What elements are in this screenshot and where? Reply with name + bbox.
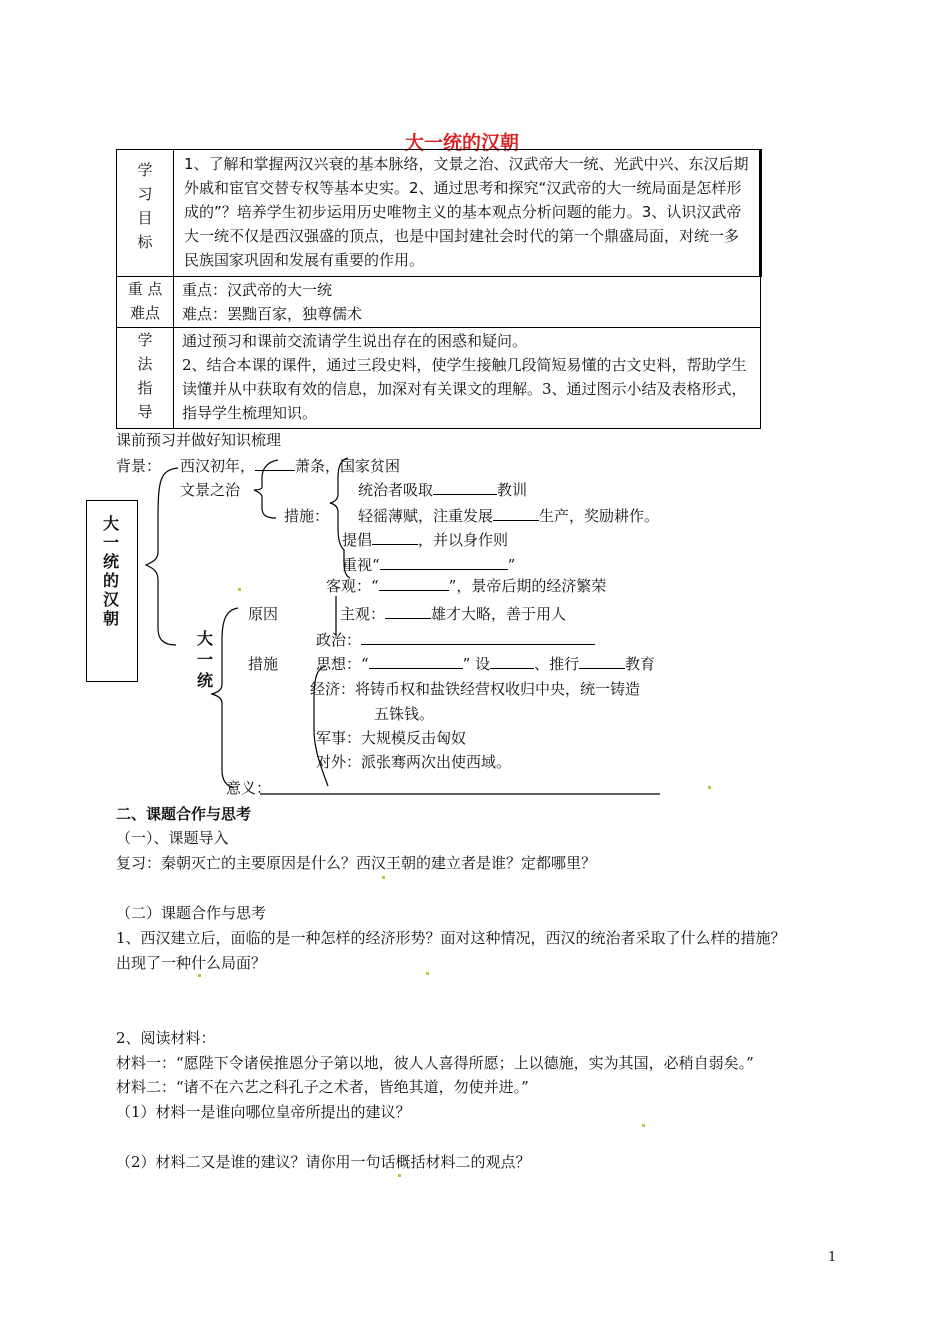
diagram-title: 大一统的汉朝 [102, 514, 119, 628]
economy: 经济：将铸币权和盐铁经营权收归中央，统一铸造 [310, 680, 641, 698]
m1b: 生产，奖励耕作。 [539, 507, 660, 525]
military: 军事：大规模反击匈奴 [316, 729, 467, 747]
objective: 客观：“ [326, 577, 379, 595]
review: 复习：秦朝灭亡的主要原因是什么？西汉王朝的建立者是谁？定都哪里？ [116, 854, 597, 872]
meaning: 意义： [226, 779, 272, 797]
thought-mid: ” 设 [462, 655, 491, 673]
unify-title: 大一统 [196, 629, 213, 690]
blank [579, 654, 625, 669]
foreign: 对外：派张骞两次出使西域。 [316, 753, 512, 771]
measures-label: 措施： [284, 507, 330, 525]
speck [708, 786, 711, 789]
wenjing-label: 文景之治 [180, 481, 241, 499]
blank [379, 576, 449, 591]
preview-heading: 课前预习并做好知识梳理 [116, 431, 282, 449]
goal-label: 学 习 目 标 [117, 150, 174, 277]
mat1: 材料一：“愿陛下令诸侯推恩分子第以地，彼人人喜得所愿；上以德施，实为其国，必稍自弱矣。” [116, 1054, 754, 1072]
lesson: 统治者吸取 [358, 481, 434, 499]
difficulty-label: 难点 [129, 304, 160, 322]
method-label: 学 法 指 导 [137, 331, 153, 421]
blank [372, 530, 418, 545]
sub1: （一）、课题导入 [116, 829, 229, 847]
xiaotiao: 萧条，国家贫困 [295, 457, 401, 475]
blank [433, 480, 497, 495]
q1-line1: 1、西汉建立后，面临的是一种怎样的经济形势？面对这种情况，西汉的统治者采取了什么样的措施？ [116, 929, 786, 947]
blank [493, 506, 539, 521]
key-point: 重点：汉武帝的大一统 [182, 281, 333, 299]
sub2: （二）课题合作与思考 [116, 904, 267, 922]
page-number: 1 [828, 1250, 837, 1265]
blank [361, 630, 595, 645]
han-early: 西汉初年， [180, 457, 256, 475]
section2-heading: 二、课题合作与思考 [116, 805, 252, 823]
speck [398, 1174, 401, 1177]
blank [385, 604, 431, 619]
m2b: ，并以身作则 [418, 531, 509, 549]
cause-label: 原因 [248, 605, 279, 623]
brace-main [146, 468, 178, 645]
m3end: ” [507, 556, 516, 574]
blank [369, 654, 463, 669]
speck [426, 972, 429, 975]
speck [238, 588, 241, 591]
goal-text: 1、了解和掌握两汉兴衰的基本脉络，文景之治、汉武帝大一统、光武中兴、东汉后期外戚和宦官交替专权等基本史实。2、通过思考和探究“汉武帝的大一统局面是怎样形成的”？培养学生初步运用历史唯物主义的基本观点分析问题的能力。3、认识汉武帝大一统不仅是西汉强盛的顶点，也是中国封建社会时代的第一个鼎盛局面，对统一多民族国家巩固和发展有重要的作用。 [174, 150, 761, 277]
method-line1: 通过预习和课前交流请学生说出存在的困惑和疑问。 [182, 332, 528, 350]
m1a: 轻徭薄赋，注重发展 [358, 507, 494, 525]
blank [490, 654, 534, 669]
mat2: 材料二：“诸不在六艺之科孔子之术者，皆绝其道，勿使并进。” [116, 1078, 529, 1096]
economy2: 五铢钱。 [374, 705, 435, 723]
lesson-end: 教训 [497, 481, 528, 499]
blank [255, 456, 295, 471]
speck [382, 876, 385, 879]
q2-1: （1）材料一是谁向哪位皇帝所提出的建议？ [116, 1103, 411, 1121]
measures2-label: 措施 [248, 655, 279, 673]
subjective-end: 雄才大略，善于用人 [431, 605, 567, 623]
politics: 政治： [316, 631, 362, 649]
q2-2: （2）材料二又是谁的建议？请你用一句话概括材料二的观点？ [116, 1153, 531, 1171]
page-title: 大一统的汉朝 [405, 132, 520, 154]
objective-end: ”，景帝后期的经济繁荣 [448, 577, 607, 595]
m2a: 提倡 [342, 531, 373, 549]
blank [380, 555, 508, 570]
q1-line2: 出现了一种什么局面？ [116, 954, 267, 972]
m3: 重视“ [342, 556, 380, 574]
thought-end: 教育 [625, 655, 656, 673]
q2: 2、阅读材料： [116, 1029, 216, 1047]
thought-mid2: 、推行 [534, 655, 580, 673]
speck [642, 1124, 645, 1127]
speck [198, 974, 201, 977]
method-line2: 2、结合本课的课件，通过三段史料，使学生接触几段简短易懂的古文史料，帮助学生读懂并从中获取有效的信息，加深对有关课文的理解。3、通过图示小结及表格形式，指导学生梳理知识。 [182, 356, 747, 422]
key-label: 重 点 [127, 280, 163, 298]
subjective: 主观： [340, 605, 386, 623]
background-label: 背景： [116, 457, 162, 475]
difficulty: 难点：罢黜百家，独尊儒术 [182, 305, 363, 323]
thought: 思想：“ [316, 655, 369, 673]
